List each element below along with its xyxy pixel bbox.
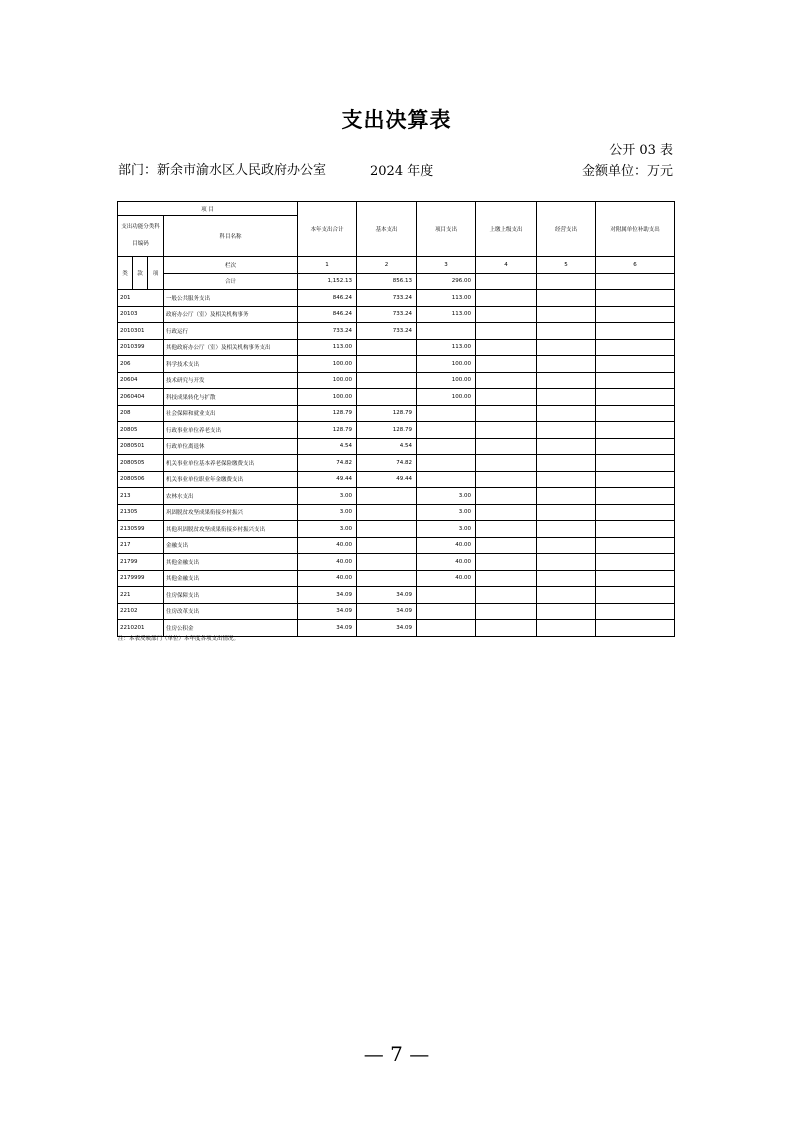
row-operation	[537, 603, 596, 620]
row-code: 221	[118, 587, 164, 604]
row-code: 201	[118, 290, 164, 307]
table-row	[118, 570, 675, 587]
row-code: 2010301	[118, 323, 164, 340]
header-subject-name: 科目名称	[164, 216, 298, 257]
row-name: 其他政府办公厅（室）及相关机构事务支出	[164, 339, 298, 356]
table-row	[118, 603, 675, 620]
row-project: 3.00	[417, 504, 476, 521]
row-upper	[476, 323, 537, 340]
table-row	[118, 438, 675, 455]
header-func-class-text: 支出功能分类科目编码	[121, 224, 160, 247]
row-code: 2080506	[118, 471, 164, 488]
row-upper	[476, 603, 537, 620]
row-project: 40.00	[417, 570, 476, 587]
row-code: 208	[118, 405, 164, 422]
row-subsidy	[596, 438, 675, 455]
row-total: 3.00	[298, 521, 357, 538]
row-operation	[537, 570, 596, 587]
row-name: 其他金融支出	[164, 554, 298, 571]
col-num-6: 6	[596, 257, 675, 274]
row-subsidy	[596, 356, 675, 373]
header-upper: 上缴上级支出	[476, 202, 537, 257]
row-subsidy	[596, 306, 675, 323]
row-operation	[537, 339, 596, 356]
row-name: 住房保障支出	[164, 587, 298, 604]
table-row	[118, 306, 675, 323]
row-name: 技术研究与开发	[164, 372, 298, 389]
row-basic: 34.09	[357, 587, 417, 604]
header-lei: 类	[118, 257, 133, 290]
row-upper	[476, 372, 537, 389]
header-project: 项目支出	[417, 202, 476, 257]
row-subsidy	[596, 587, 675, 604]
row-total: 34.09	[298, 587, 357, 604]
row-subsidy	[596, 620, 675, 637]
row-basic	[357, 504, 417, 521]
row-operation	[537, 620, 596, 637]
row-total: 34.09	[298, 620, 357, 637]
row-project	[417, 455, 476, 472]
row-code: 213	[118, 488, 164, 505]
col-num-5: 5	[537, 257, 596, 274]
row-upper	[476, 422, 537, 439]
row-operation	[537, 389, 596, 406]
total-basic: 856.13	[357, 273, 417, 290]
row-operation	[537, 405, 596, 422]
table-row	[118, 471, 675, 488]
row-total: 100.00	[298, 356, 357, 373]
row-operation	[537, 554, 596, 571]
row-code: 2130599	[118, 521, 164, 538]
row-project: 3.00	[417, 488, 476, 505]
row-upper	[476, 455, 537, 472]
row-total: 74.82	[298, 455, 357, 472]
row-total: 113.00	[298, 339, 357, 356]
row-upper	[476, 389, 537, 406]
row-basic	[357, 389, 417, 406]
row-total: 3.00	[298, 504, 357, 521]
row-basic	[357, 521, 417, 538]
row-operation	[537, 323, 596, 340]
row-upper	[476, 356, 537, 373]
row-subsidy	[596, 554, 675, 571]
row-total: 49.44	[298, 471, 357, 488]
row-subsidy	[596, 570, 675, 587]
col-num-4: 4	[476, 257, 537, 274]
table-row	[118, 389, 675, 406]
row-upper	[476, 570, 537, 587]
col-num-2: 2	[357, 257, 417, 274]
row-basic	[357, 356, 417, 373]
total-operation	[537, 273, 596, 290]
row-code: 2060404	[118, 389, 164, 406]
row-operation	[537, 422, 596, 439]
row-code: 2080501	[118, 438, 164, 455]
row-subsidy	[596, 504, 675, 521]
row-basic	[357, 570, 417, 587]
row-operation	[537, 504, 596, 521]
header-total: 本年支出合计	[298, 202, 357, 257]
header-basic: 基本支出	[357, 202, 417, 257]
row-code: 2080505	[118, 455, 164, 472]
header-row-item	[118, 202, 675, 216]
header-kuan: 款	[133, 257, 148, 290]
row-total: 100.00	[298, 389, 357, 406]
row-name: 其他金融支出	[164, 570, 298, 587]
row-operation	[537, 537, 596, 554]
header-func-class	[118, 216, 164, 257]
row-operation	[537, 455, 596, 472]
row-project: 40.00	[417, 537, 476, 554]
row-total: 846.24	[298, 290, 357, 307]
row-basic	[357, 339, 417, 356]
row-subsidy	[596, 405, 675, 422]
row-name: 农林水支出	[164, 488, 298, 505]
row-subsidy	[596, 455, 675, 472]
row-name: 行政单位离退休	[164, 438, 298, 455]
table-row	[118, 587, 675, 604]
row-operation	[537, 521, 596, 538]
table-row	[118, 323, 675, 340]
row-name: 社会保障和就业支出	[164, 405, 298, 422]
row-basic: 733.24	[357, 323, 417, 340]
row-total: 4.54	[298, 438, 357, 455]
row-upper	[476, 438, 537, 455]
year-label: 2024 年度	[370, 164, 434, 179]
col-num-3: 3	[417, 257, 476, 274]
row-basic: 733.24	[357, 290, 417, 307]
row-total: 846.24	[298, 306, 357, 323]
row-name: 科学技术支出	[164, 356, 298, 373]
row-basic: 733.24	[357, 306, 417, 323]
table-row	[118, 339, 675, 356]
row-subsidy	[596, 488, 675, 505]
row-name: 住房公积金	[164, 620, 298, 637]
expenditure-table	[117, 201, 675, 637]
row-code: 22102	[118, 603, 164, 620]
table-row	[118, 356, 675, 373]
row-project	[417, 587, 476, 604]
table-row	[118, 372, 675, 389]
table-row	[118, 521, 675, 538]
row-total: 100.00	[298, 372, 357, 389]
page-number: — 7 —	[363, 1042, 430, 1066]
page-title: 支出决算表	[341, 108, 452, 132]
row-basic	[357, 488, 417, 505]
form-number: 公开 03 表	[609, 143, 673, 158]
table-row	[118, 537, 675, 554]
col-num-1: 1	[298, 257, 357, 274]
row-project: 40.00	[417, 554, 476, 571]
row-subsidy	[596, 323, 675, 340]
row-project: 100.00	[417, 356, 476, 373]
row-operation	[537, 290, 596, 307]
row-project: 100.00	[417, 389, 476, 406]
row-total: 40.00	[298, 537, 357, 554]
table-row	[118, 554, 675, 571]
row-project	[417, 438, 476, 455]
row-operation	[537, 587, 596, 604]
row-basic: 128.79	[357, 405, 417, 422]
table-meta	[118, 160, 673, 200]
row-name: 政府办公厅（室）及相关机构事务	[164, 306, 298, 323]
row-code: 20805	[118, 422, 164, 439]
row-total: 733.24	[298, 323, 357, 340]
row-basic: 34.09	[357, 603, 417, 620]
row-basic: 49.44	[357, 471, 417, 488]
row-project	[417, 405, 476, 422]
row-upper	[476, 471, 537, 488]
row-code: 2179999	[118, 570, 164, 587]
row-total: 128.79	[298, 405, 357, 422]
row-upper	[476, 290, 537, 307]
table-row	[118, 405, 675, 422]
row-basic	[357, 554, 417, 571]
row-upper	[476, 504, 537, 521]
row-total: 3.00	[298, 488, 357, 505]
row-operation	[537, 438, 596, 455]
header-operation: 经营支出	[537, 202, 596, 257]
row-subsidy	[596, 471, 675, 488]
header-col-label: 栏次	[164, 257, 298, 274]
row-project	[417, 422, 476, 439]
row-basic: 4.54	[357, 438, 417, 455]
header-subsidy: 对附属单位补助支出	[596, 202, 675, 257]
row-total: 34.09	[298, 603, 357, 620]
row-upper	[476, 405, 537, 422]
row-basic: 74.82	[357, 455, 417, 472]
total-subsidy	[596, 273, 675, 290]
row-total: 40.00	[298, 570, 357, 587]
row-operation	[537, 356, 596, 373]
row-code: 20604	[118, 372, 164, 389]
row-name: 一般公共服务支出	[164, 290, 298, 307]
unit-label: 金额单位：万元	[581, 164, 673, 179]
row-project	[417, 620, 476, 637]
row-name: 行政事业单位养老支出	[164, 422, 298, 439]
row-upper	[476, 554, 537, 571]
total-total: 1,152.13	[298, 273, 357, 290]
row-operation	[537, 372, 596, 389]
row-project: 113.00	[417, 339, 476, 356]
header-item: 项 目	[118, 202, 298, 216]
total-label: 合计	[164, 273, 298, 290]
table-row	[118, 422, 675, 439]
row-name: 金融支出	[164, 537, 298, 554]
row-upper	[476, 339, 537, 356]
row-subsidy	[596, 422, 675, 439]
table-row	[118, 455, 675, 472]
table-note: 注：本表反映部门（单位）本年度各项支出情况。	[118, 636, 240, 642]
row-operation	[537, 471, 596, 488]
row-name: 巩固脱贫攻坚成果衔接乡村振兴	[164, 504, 298, 521]
header-row-colnums	[118, 257, 675, 274]
row-upper	[476, 587, 537, 604]
table-row	[118, 290, 675, 307]
row-basic	[357, 372, 417, 389]
table-row	[118, 504, 675, 521]
row-subsidy	[596, 521, 675, 538]
row-operation	[537, 306, 596, 323]
row-code: 20103	[118, 306, 164, 323]
row-project: 3.00	[417, 521, 476, 538]
row-subsidy	[596, 339, 675, 356]
table-row	[118, 488, 675, 505]
row-subsidy	[596, 290, 675, 307]
total-upper	[476, 273, 537, 290]
row-subsidy	[596, 537, 675, 554]
row-code: 206	[118, 356, 164, 373]
row-name: 机关事业单位职业年金缴费支出	[164, 471, 298, 488]
row-upper	[476, 488, 537, 505]
row-upper	[476, 620, 537, 637]
row-project: 113.00	[417, 290, 476, 307]
row-total: 128.79	[298, 422, 357, 439]
row-subsidy	[596, 389, 675, 406]
row-project: 100.00	[417, 372, 476, 389]
row-upper	[476, 521, 537, 538]
row-basic: 34.09	[357, 620, 417, 637]
row-code: 21799	[118, 554, 164, 571]
row-operation	[537, 488, 596, 505]
row-basic: 128.79	[357, 422, 417, 439]
row-basic	[357, 537, 417, 554]
total-row	[118, 273, 675, 290]
row-upper	[476, 537, 537, 554]
row-total: 40.00	[298, 554, 357, 571]
row-name: 其他巩固脱贫攻坚成果衔接乡村振兴支出	[164, 521, 298, 538]
row-subsidy	[596, 603, 675, 620]
row-code: 21305	[118, 504, 164, 521]
row-subsidy	[596, 372, 675, 389]
department-label: 部门：新余市渝水区人民政府办公室	[118, 163, 327, 178]
row-project	[417, 323, 476, 340]
row-project	[417, 471, 476, 488]
row-project	[417, 603, 476, 620]
row-name: 住房改革支出	[164, 603, 298, 620]
row-code: 2210201	[118, 620, 164, 637]
row-name: 机关事业单位基本养老保险缴费支出	[164, 455, 298, 472]
row-name: 科技成果转化与扩散	[164, 389, 298, 406]
row-project: 113.00	[417, 306, 476, 323]
row-code: 2010399	[118, 339, 164, 356]
header-xiang: 项	[148, 257, 164, 290]
row-name: 行政运行	[164, 323, 298, 340]
row-code: 217	[118, 537, 164, 554]
total-project: 296.00	[417, 273, 476, 290]
row-upper	[476, 306, 537, 323]
